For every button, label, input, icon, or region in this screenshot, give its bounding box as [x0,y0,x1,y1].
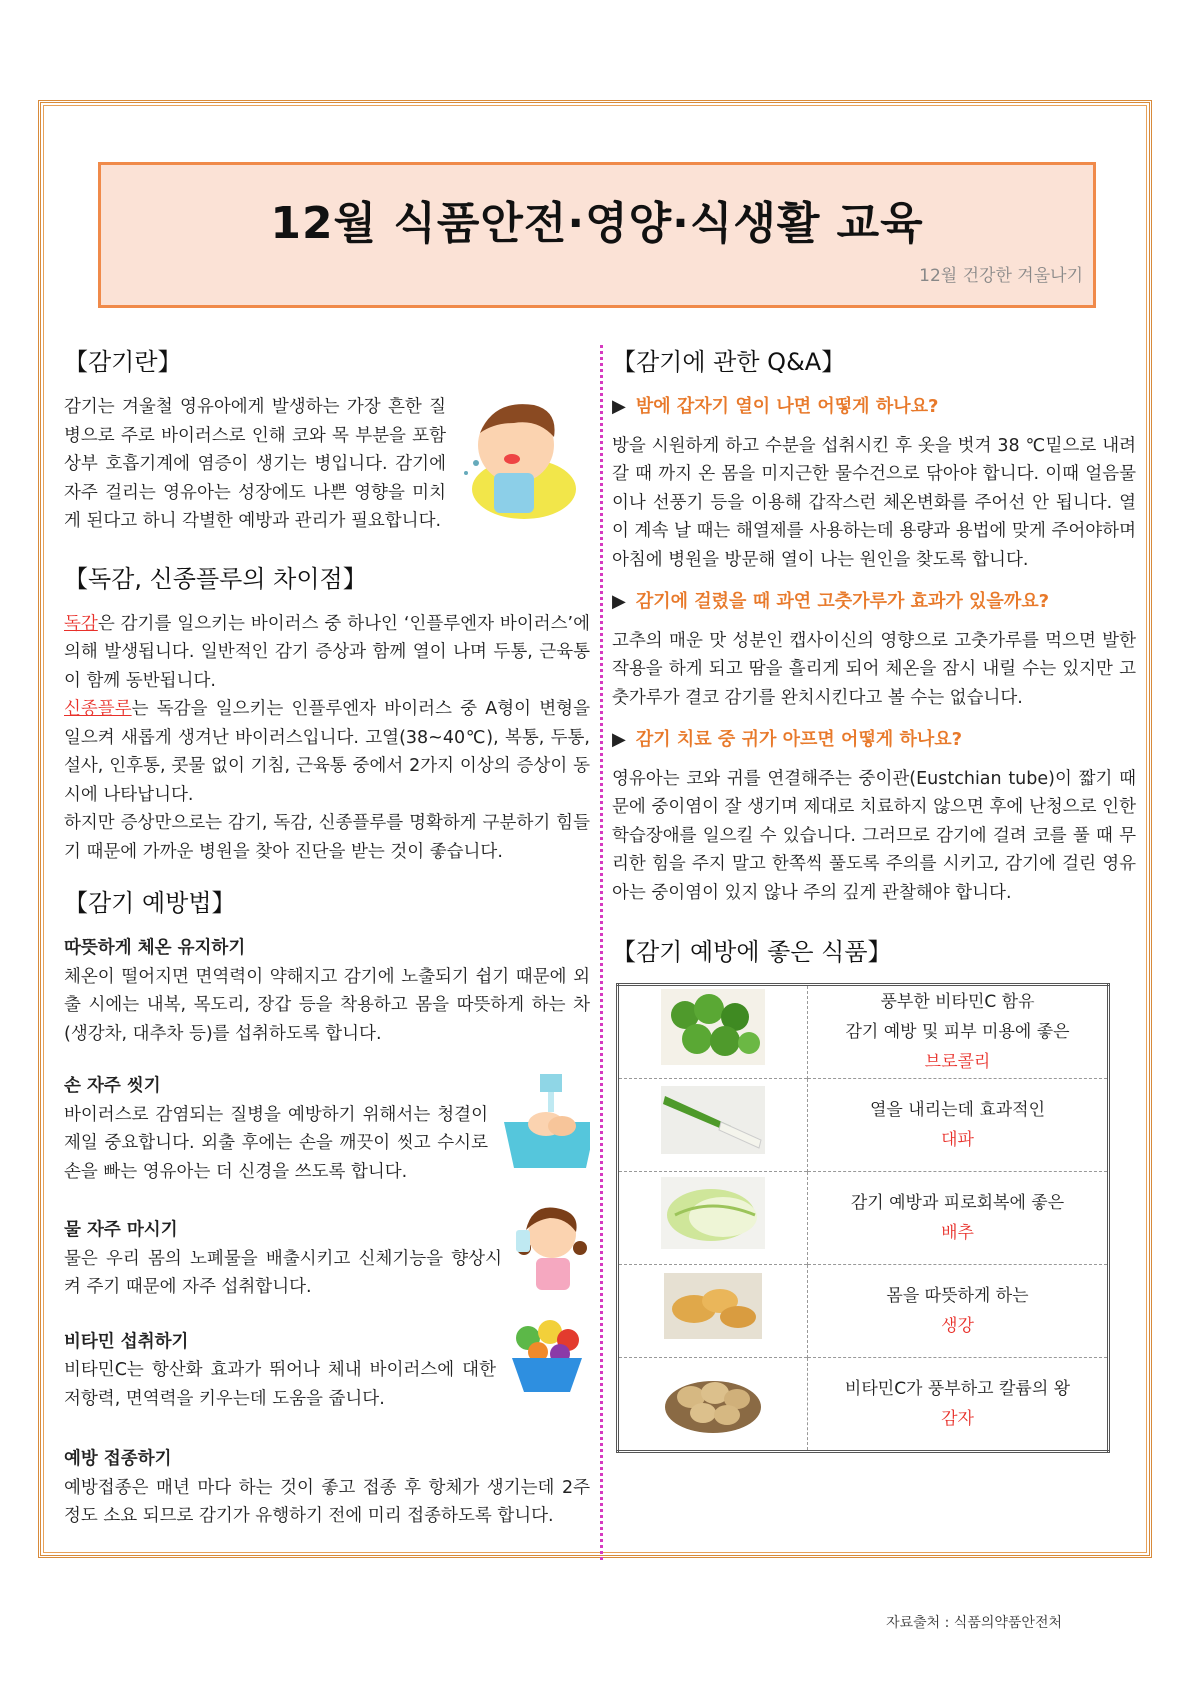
cold-heading: 【감기란】 [64,348,182,376]
prevention-text-0: 체온이 떨어지면 면역력이 약해지고 감기에 노출되기 쉽기 때문에 외출 시에는 내복, 목도리, 장갑 등을 착용하고 몸을 따뜻하게 하는 차(생강차, 대추차 등)를 섭취하도록 합니다. [64,966,590,1044]
swine-flu-paragraph [64,695,590,809]
foods-table [616,983,1110,1453]
prevention-title-1: 손 자주 씻기 [64,1076,161,1096]
title-box [98,162,1096,308]
prevention-text-1: 바이러스로 감염되는 질병을 예방하기 위해서는 청결이 제일 중요합니다. 외출 후에는 손을 깨끗이 씻고 수시로 손을 빠는 영유아는 더 신경을 쓰도록 합니다. [64,1104,488,1182]
food-image-cell [618,1172,808,1265]
food-desc-line: 풍부한 비타민C 함유 [880,992,1035,1012]
food-desc-line: 감기 예방과 피로회복에 좋은 [850,1193,1065,1213]
handwashing-illustration [496,1072,590,1176]
food-desc-cell [808,1358,1109,1452]
qa-question-0: ▶ 밤에 갑자기 열이 나면 어떻게 하나요? [612,396,939,417]
arrow-icon: ▶ [612,396,626,417]
flu-heading: 【독감, 신종플루의 차이점】 [64,564,367,593]
fruit-basket-illustration [504,1312,590,1396]
swine-flu-term: 신종플루 [64,699,132,719]
food-desc-line: 감기 예방 및 피부 미용에 좋은 [845,1022,1070,1042]
napa-cabbage-image [661,1177,765,1249]
table-row [618,1079,1109,1172]
table-row [618,1358,1109,1452]
food-name: 감자 [941,1409,974,1429]
table-row [618,1265,1109,1358]
left-column [64,345,590,1541]
green-onion-image [661,1086,765,1154]
food-desc-cell [808,1079,1109,1172]
qa-answer-0: 방을 시원하게 하고 수분을 섭취시킨 후 옷을 벗겨 38 ℃밑으로 내려갈 때 까지 온 몸을 미지근한 물수건으로 닦아야 합니다. 이때 얼음물이나 선풍기 등을 이용해 갑작스런 체온변화를 주어선 안 됩니다. 열이 계속 날 때는 해열제를 사용하는데 용량과 용법에 맞게 주어야하며 아침에 병원을 방문해 열이 나는 원인을 찾도록 합니다. [612,435,1137,570]
prevention-title-4: 예방 접종하기 [64,1449,172,1469]
flu-paragraph [64,610,590,696]
food-name: 생강 [941,1316,974,1336]
food-desc-line: 열을 내리는데 효과적인 [869,1100,1046,1120]
prevention-text-2: 물은 우리 몸의 노폐물을 배출시키고 신체기능을 향상시켜 주기 때문에 자주 섭취합니다. [64,1248,502,1297]
swine-flu-text: 는 독감을 일으키는 인플루엔자 바이러스 중 A형이 변형을 일으켜 새롭게 생겨난 바이러스입니다. 고열(38~40℃), 복통, 두통, 설사, 인후통, 콧물 없이 기침, 근육통 중에서 2가지 이상의 증상이 동시에 나타납니다. [64,699,590,805]
prevention-text-3: 비타민C는 항산화 효과가 뛰어나 체내 바이러스에 대한 저항력, 면역력을 키우는데 도움을 줍니다. [64,1360,496,1409]
prevention-title-2: 물 자주 마시기 [64,1220,178,1240]
food-image-cell [618,1079,808,1172]
arrow-icon: ▶ [612,729,626,750]
food-name: 배추 [941,1223,974,1243]
food-desc-cell [808,985,1109,1079]
prevention-text-4: 예방접종은 매년 마다 하는 것이 좋고 접종 후 항체가 생기는데 2주 정도 소요 되므로 감기가 유행하기 전에 미리 접종하도록 합니다. [64,1477,590,1526]
cold-paragraph: 감기는 겨울철 영유아에게 발생하는 가장 흔한 질병으로 주로 바이러스로 인해 코와 목 부분을 포함 상부 호흡기계에 염증이 생기는 병입니다. 감기에 자주 걸리는 영유아는 성장에도 나쁜 영향을 미치게 된다고 하니 각별한 예방과 관리가 필요합니다. [64,397,446,531]
source-credit: 자료출처 : 식품의약품안전처 [886,1615,1062,1631]
potato-image [663,1363,763,1435]
food-desc-line: 비타민C가 풍부하고 칼륨의 왕 [844,1379,1071,1399]
prevention-item-3 [64,1312,590,1424]
flu-term: 독감 [64,613,98,634]
prevention-item-2 [64,1196,590,1312]
food-image-cell [618,1358,808,1452]
girl-drinking-illustration [510,1200,590,1292]
prevention-item-1 [64,1058,590,1196]
foods-heading: 【감기 예방에 좋은 식품】 [612,938,892,966]
food-image-cell [618,985,808,1079]
page-subtitle: 12월 건강한 겨울나기 [919,266,1083,286]
prevention-title-3: 비타민 섭취하기 [64,1331,189,1352]
prevention-heading: 【감기 예방법】 [64,889,236,917]
food-image-cell [618,1265,808,1358]
sneezing-boy-illustration [454,393,590,521]
column-divider [600,345,603,1560]
right-column [612,345,1136,1453]
arrow-icon: ▶ [612,591,626,612]
flu-note: 하지만 증상만으로는 감기, 독감, 신종플루를 명확하게 구분하기 힘들기 때문에 가까운 병원을 찾아 진단을 받는 것이 좋습니다. [64,813,590,862]
cold-section [64,393,590,546]
qa-answer-2: 영유아는 코와 귀를 연결해주는 중이관(Eustchian tube)이 짧기 때문에 중이염이 잘 생기며 제대로 치료하지 않으면 후에 난청으로 인한 학습장애를 일으킬 수 있습니다. 그러므로 감기에 걸려 코를 풀 때 무리한 힘을 주지 말고 한쪽씩 풀도록 주의를 시키고, 감기에 걸린 영유아는 중이염이 있지 않나 주의 깊게 관찰해야 합니다. [612,768,1136,903]
food-name: 브로콜리 [924,1052,991,1072]
broccoli-image [661,989,765,1065]
table-row [618,985,1109,1079]
qa-question-2: ▶ 감기 치료 중 귀가 아프면 어떻게 하나요? [612,729,963,750]
qa-heading: 【감기에 관한 Q&A】 [612,348,846,376]
prevention-title-0: 따뜻하게 체온 유지하기 [64,938,246,958]
table-row [618,1172,1109,1265]
food-name: 대파 [941,1130,974,1150]
qa-question-1: ▶ 감기에 걸렸을 때 과연 고춧가루가 효과가 있을까요? [612,591,1050,612]
food-desc-line: 몸을 따뜻하게 하는 [886,1286,1029,1306]
food-desc-cell [808,1265,1109,1358]
page-title: 12월 식품안전·영양·식생활 교육 [270,198,924,249]
qa-answer-1: 고추의 매운 맛 성분인 캡사이신의 영향으로 고춧가루를 먹으면 발한작용을 하게 되고 땀을 흘리게 되어 체온을 잠시 내릴 수는 있지만 고춧가루가 결코 감기를 완치시킨다고 볼 수는 없습니다. [612,630,1136,708]
ginger-image [664,1273,762,1339]
flu-text: 은 감기를 일으키는 바이러스 중 하나인 ‘인플루엔자 바이러스’에 의해 발생됩니다. 일반적인 감기 증상과 함께 열이 나며 두통, 근육통이 함께 동반됩니다. [64,613,590,691]
food-desc-cell [808,1172,1109,1265]
